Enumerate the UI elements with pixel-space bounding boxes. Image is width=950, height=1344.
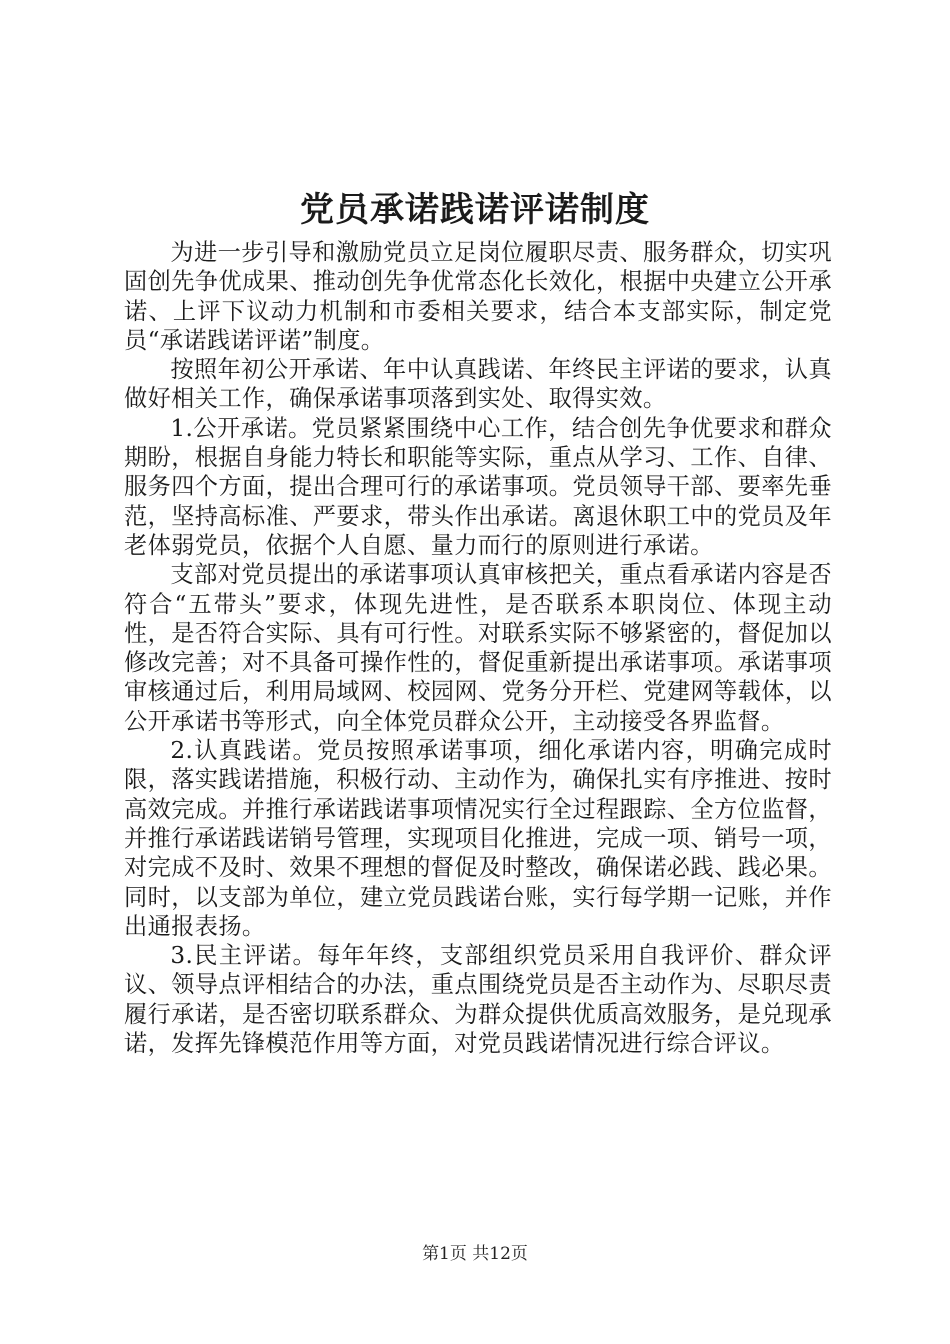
paragraph-public-commitment: 1.公开承诺。党员紧紧围绕中心工作，结合创先争优要求和群众期盼，根据自身能力特长和职能等实际，重点从学习、工作、自律、服务四个方面，提出合理可行的承诺事项。党员领导干部、要率先垂范，坚持高标准、严要求，带头作出承诺。离退休职工中的党员及年老体弱党员，依据个人自愿、量力而行的原则进行承诺。 <box>124 414 832 559</box>
document-title: 党员承诺践诺评诺制度 <box>300 190 650 230</box>
page-number-footer: 第1页 共12页 <box>422 1244 528 1264</box>
paragraph-fulfillment: 2.认真践诺。党员按照承诺事项，细化承诺内容，明确完成时限，落实践诺措施，积极行动、主动作为，确保扎实有序推进、按时高效完成。并推行承诺践诺事项情况实行全过程跟踪、全方位监督，并推行承诺践诺销号管理，实现项目化推进，完成一项、销号一项，对完成不及时、效果不理想的督促及时整改，确保诺必践、践必果。同时，以支部为单位，建立党员践诺台账，实行每学期一记账，并作出通报表扬。 <box>124 737 832 940</box>
paragraph-requirements: 按照年初公开承诺、年中认真践诺、年终民主评诺的要求，认真做好相关工作，确保承诺事项落到实处、取得实效。 <box>124 356 832 413</box>
paragraph-evaluation: 3.民主评诺。每年年终，支部组织党员采用自我评价、群众评议、领导点评相结合的办法，重点围绕党员是否主动作为、尽职尽责履行承诺，是否密切联系群众、为群众提供优质高效服务，是兑现承诺，发挥先锋模范作用等方面，对党员践诺情况进行综合评议。 <box>124 942 832 1058</box>
paragraph-review: 支部对党员提出的承诺事项认真审核把关，重点看承诺内容是否符合“五带头”要求，体现先进性，是否联系本职岗位、体现主动性，是否符合实际、具有可行性。对联系实际不够紧密的，督促加以修改完善；对不具备可操作性的，督促重新提出承诺事项。承诺事项审核通过后，利用局域网、校园网、党务分开栏、党建网等载体，以公开承诺书等形式，向全体党员群众公开，主动接受各界监督。 <box>124 561 832 735</box>
document-body <box>124 238 832 1058</box>
paragraph-intro: 为进一步引导和激励党员立足岗位履职尽责、服务群众，切实巩固创先争优成果、推动创先争优常态化长效化，根据中央建立公开承诺、上评下议动力机制和市委相关要求，结合本支部实际，制定党员“承诺践诺评诺”制度。 <box>124 239 832 354</box>
